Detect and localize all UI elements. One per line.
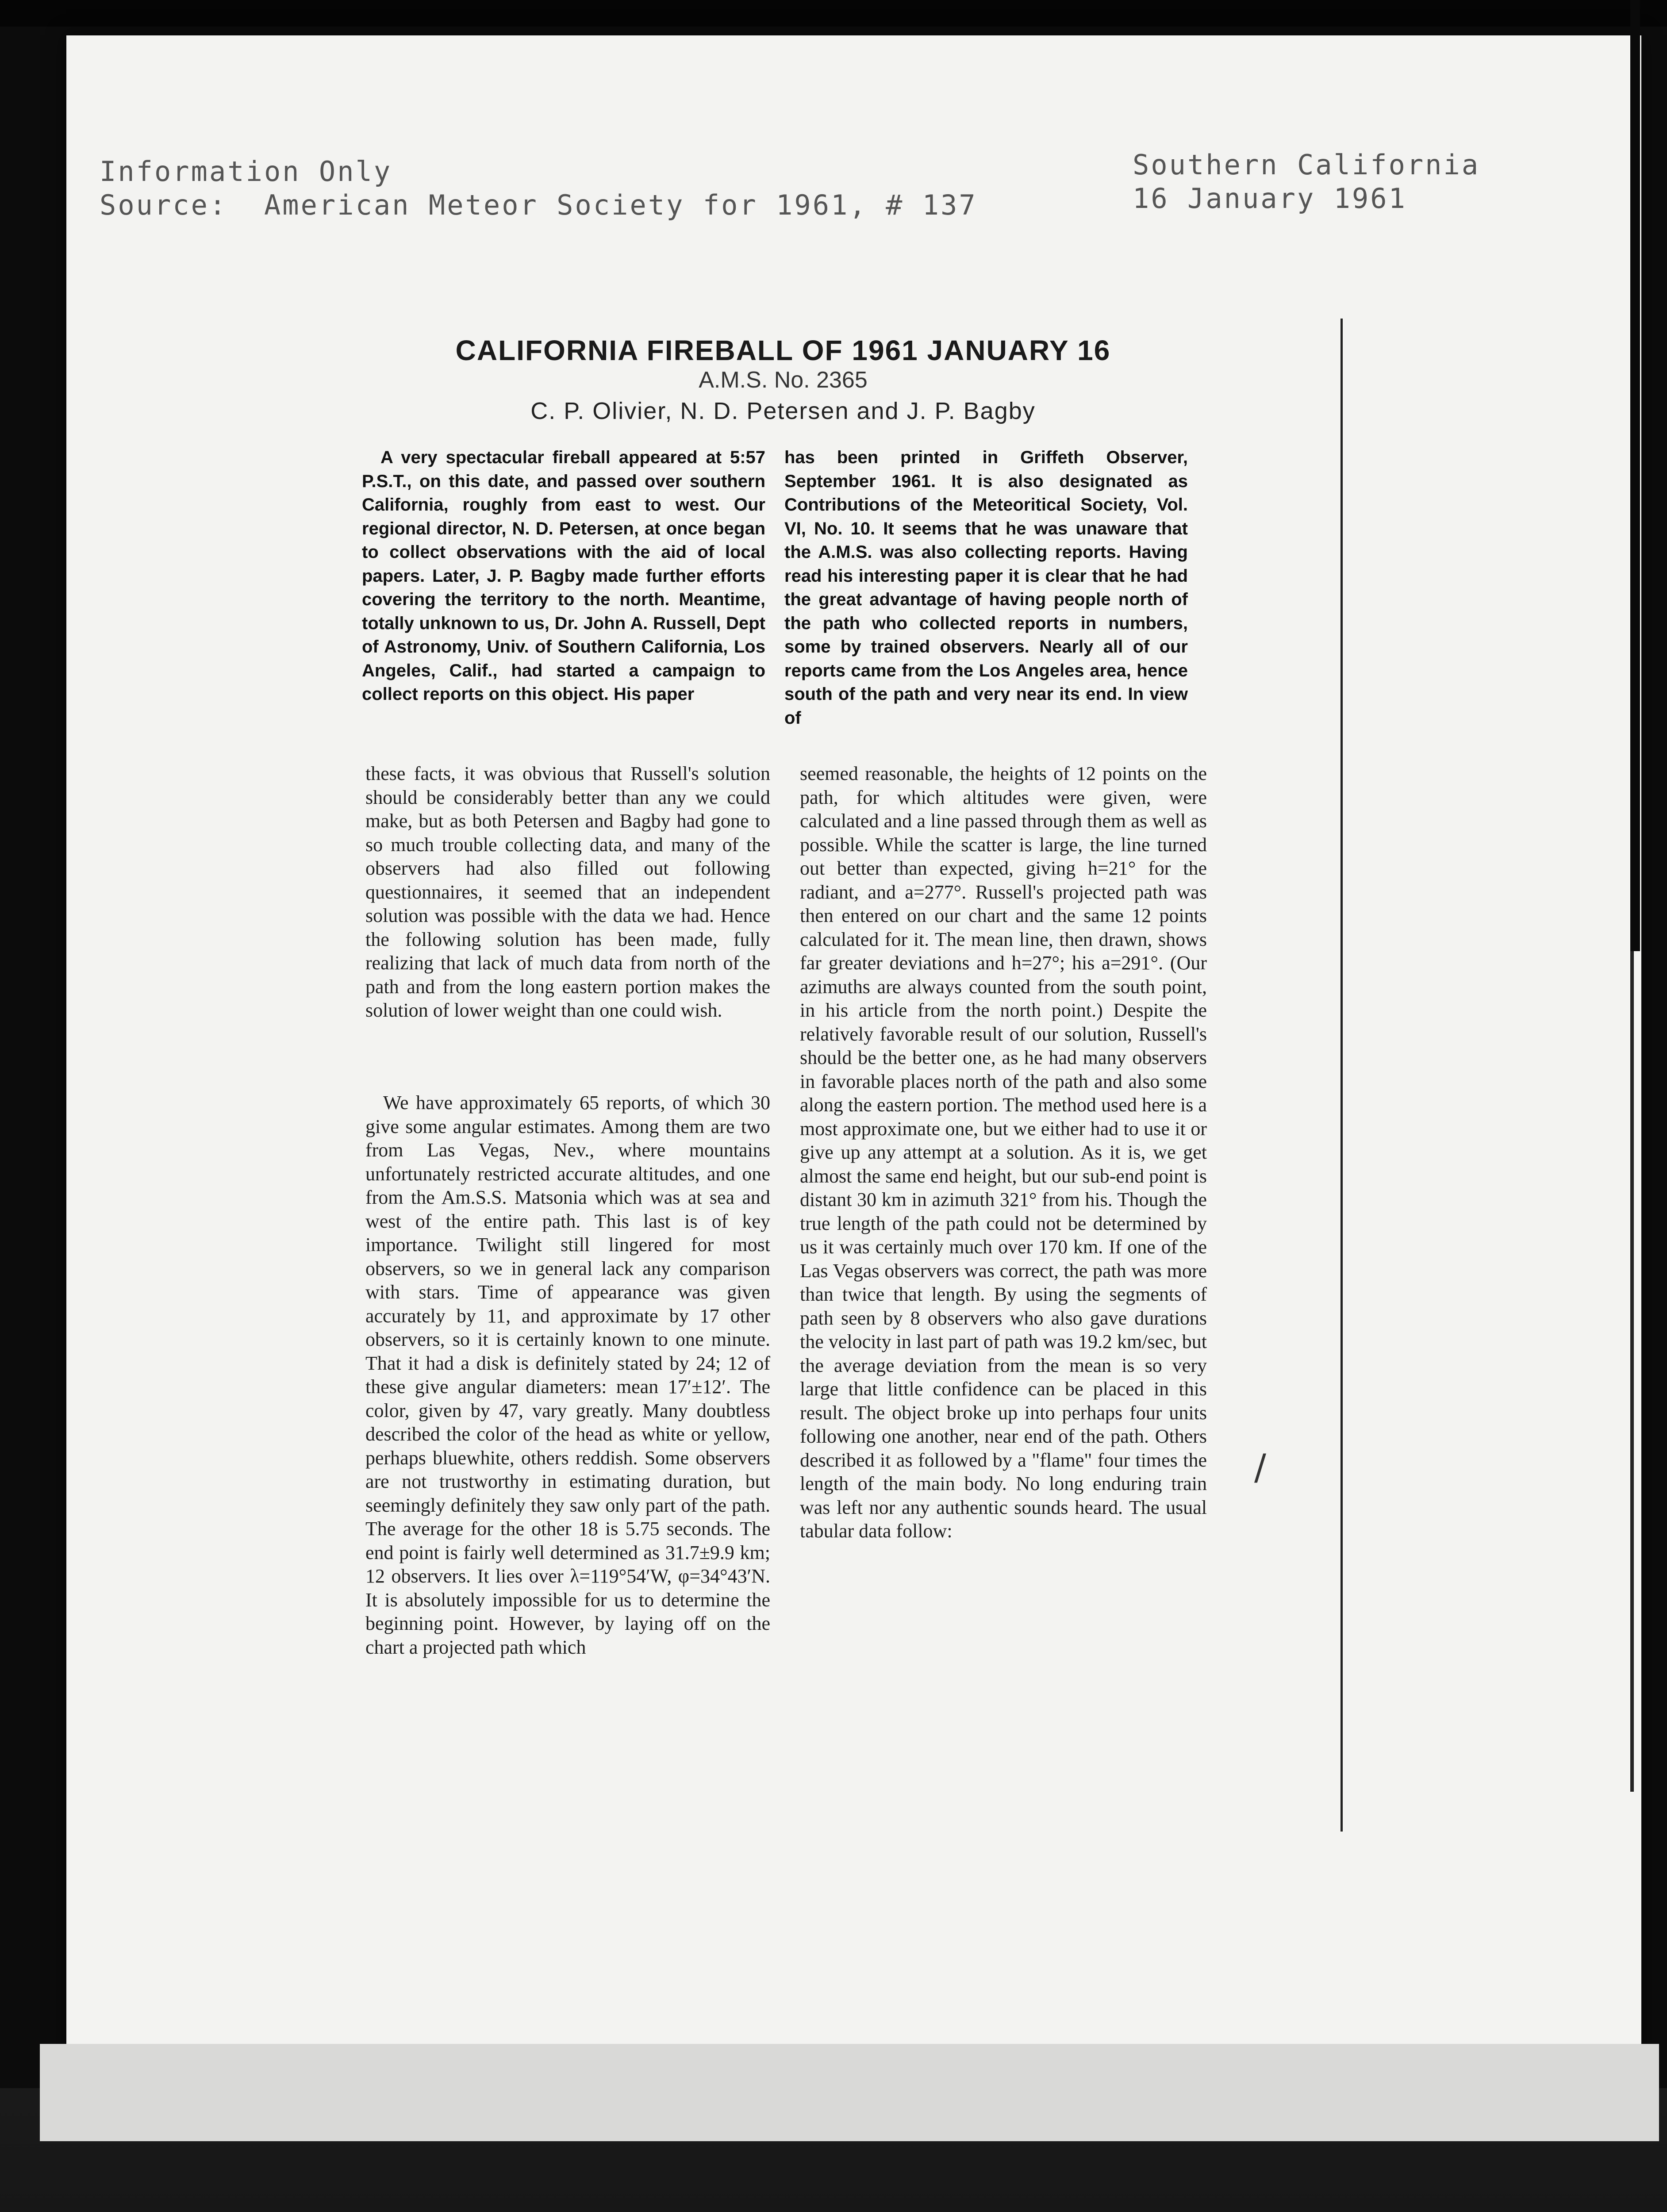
column-3-paragraph-1: these facts, it was obvious that Russell's solution should be considerably better than any we could make, but as both Petersen and Bagby had gone to so much trouble collecting data, and many of the observers had also filled out following questionnaires, it seemed that an independent solution was possible with the data we had. Hence the following solution has been made, fully realizing that lack of much data from north of the path and from the long eastern portion makes the solution of lower weight than one could wish. [365,763,770,1021]
right-edge-rule-lower [1630,951,1634,1792]
margin-mark: / [1254,1447,1266,1488]
header-right-line2: 16 January 1961 [1133,182,1407,215]
article-number: A.M.S. No. 2365 [699,367,868,393]
article-authors: C. P. Olivier, N. D. Petersen and J. P. Bagby [530,398,1036,424]
column-3-paragraph-2: We have approximately 65 reports, of which 30 give some angular estimates. Among them are two from Las Vegas, Nev., where mountains unfortunately restricted accurate altitudes, and one from the Am.S.S. Matsonia which was at sea and west of the entire path. This last is of key importance. Twilight still lingered for most observers, so we in general lack any comparison with stars. Time of appearance was given accurately by 11, and approximate by 17 other observers, so it is certainly known to one minute. That it had a disk is definitely stated by 24; 12 of these give angular diameters: mean 17′±12′. The color, given by 47, vary greatly. Many doubtless described the color of the head as white or yellow, perhaps bluewhite, others reddish. Some observers are not trustworthy in estimating duration, but seemingly definitely they saw only part of the path. The average for the other 18 is 5.75 seconds. The end point is fairly well determined as 31.7±9.9 km; 12 observers. It lies over λ=119°54′W, φ=34°43′N. It is absolutely impossible for us to determine the beginning point. However, by laying off on the chart a projected path which [365,1092,770,1658]
column-4-paragraph: seemed reasonable, the heights of 12 points on the path, for which altitudes were given, were calculated and a line passed through them as well as possible. While the scatter is large, the line turned out better than expected, giving h=21° for the radiant, and a=277°. Russell's projected path was then entered on our chart and the same 12 points calculated for it. The mean line, then drawn, shows far greater deviations and h=27°; his a=291°. (Our azimuths are always counted from the south point, in his article from the north point.) Despite the relatively favorable result of our solution, Russell's should be the better one, as he had many observers in favorable places north of the path and also some along the eastern portion. The method used here is a most approximate one, but we either had to use it or give up any attempt at a solution. As it is, we get almost the same end height, but our sub-end point is distant 30 km in azimuth 321° from his. Though the true length of the path could not be determined by us it was certainly much over 170 km. If one of the Las Vegas observers was correct, the path was more than twice that length. By using the segments of path seen by 8 observers who also gave durations the velocity in last part of path was 19.2 km/sec, but the average deviation from the mean is so very large that little confidence can be placed in this result. The object broke up into perhaps four units following one another, near end of the path. Others described it as followed by a "flame" four times the length of the main body. No long enduring train was left nor any authentic sounds heard. The usual tabular data follow: [800,763,1207,1542]
article-title: CALIFORNIA FIREBALL OF 1961 JANUARY 16 [455,334,1111,366]
header-source-note [100,155,977,222]
column-2-paragraph: has been printed in Griffeth Observer, September 1961. It is also designated as Contributions of the Meteoritical Society, Vol. VI, No. 10. It seems that he was unaware that the A.M.S. was also collecting reports. Having read his interesting paper it is clear that he had the great advantage of having people north of the path who collected reports in numbers, some by trained observers. Nearly all of our reports came from the Los Angeles area, hence south of the path and very near its end. In view of [784,448,1188,728]
header-location-date [1133,148,1480,215]
column-1-paragraph: A very spectacular fireball appeared at 5:57 P.S.T., on this date, and passed over southern California, roughly from east to west. Our regional director, N. D. Petersen, at once began to collect observations with the aid of local papers. Later, J. P. Bagby made further efforts covering the territory to the north. Meantime, totally unknown to us, Dr. John A. Russell, Dept of Astronomy, Univ. of Southern California, Los Angeles, Calif., had started a campaign to collect reports on this object. His paper [362,448,765,704]
header-right-line1: Southern California [1133,149,1480,181]
header-left-line2: Source: American Meteor Society for 1961, # 137 [100,189,977,221]
margin-vertical-rule [1341,319,1343,1832]
film-border [0,0,1667,27]
header-left-line1: Information Only [100,155,392,188]
lower-margin-strip [40,2044,1659,2141]
right-edge-rule [1630,0,1640,951]
